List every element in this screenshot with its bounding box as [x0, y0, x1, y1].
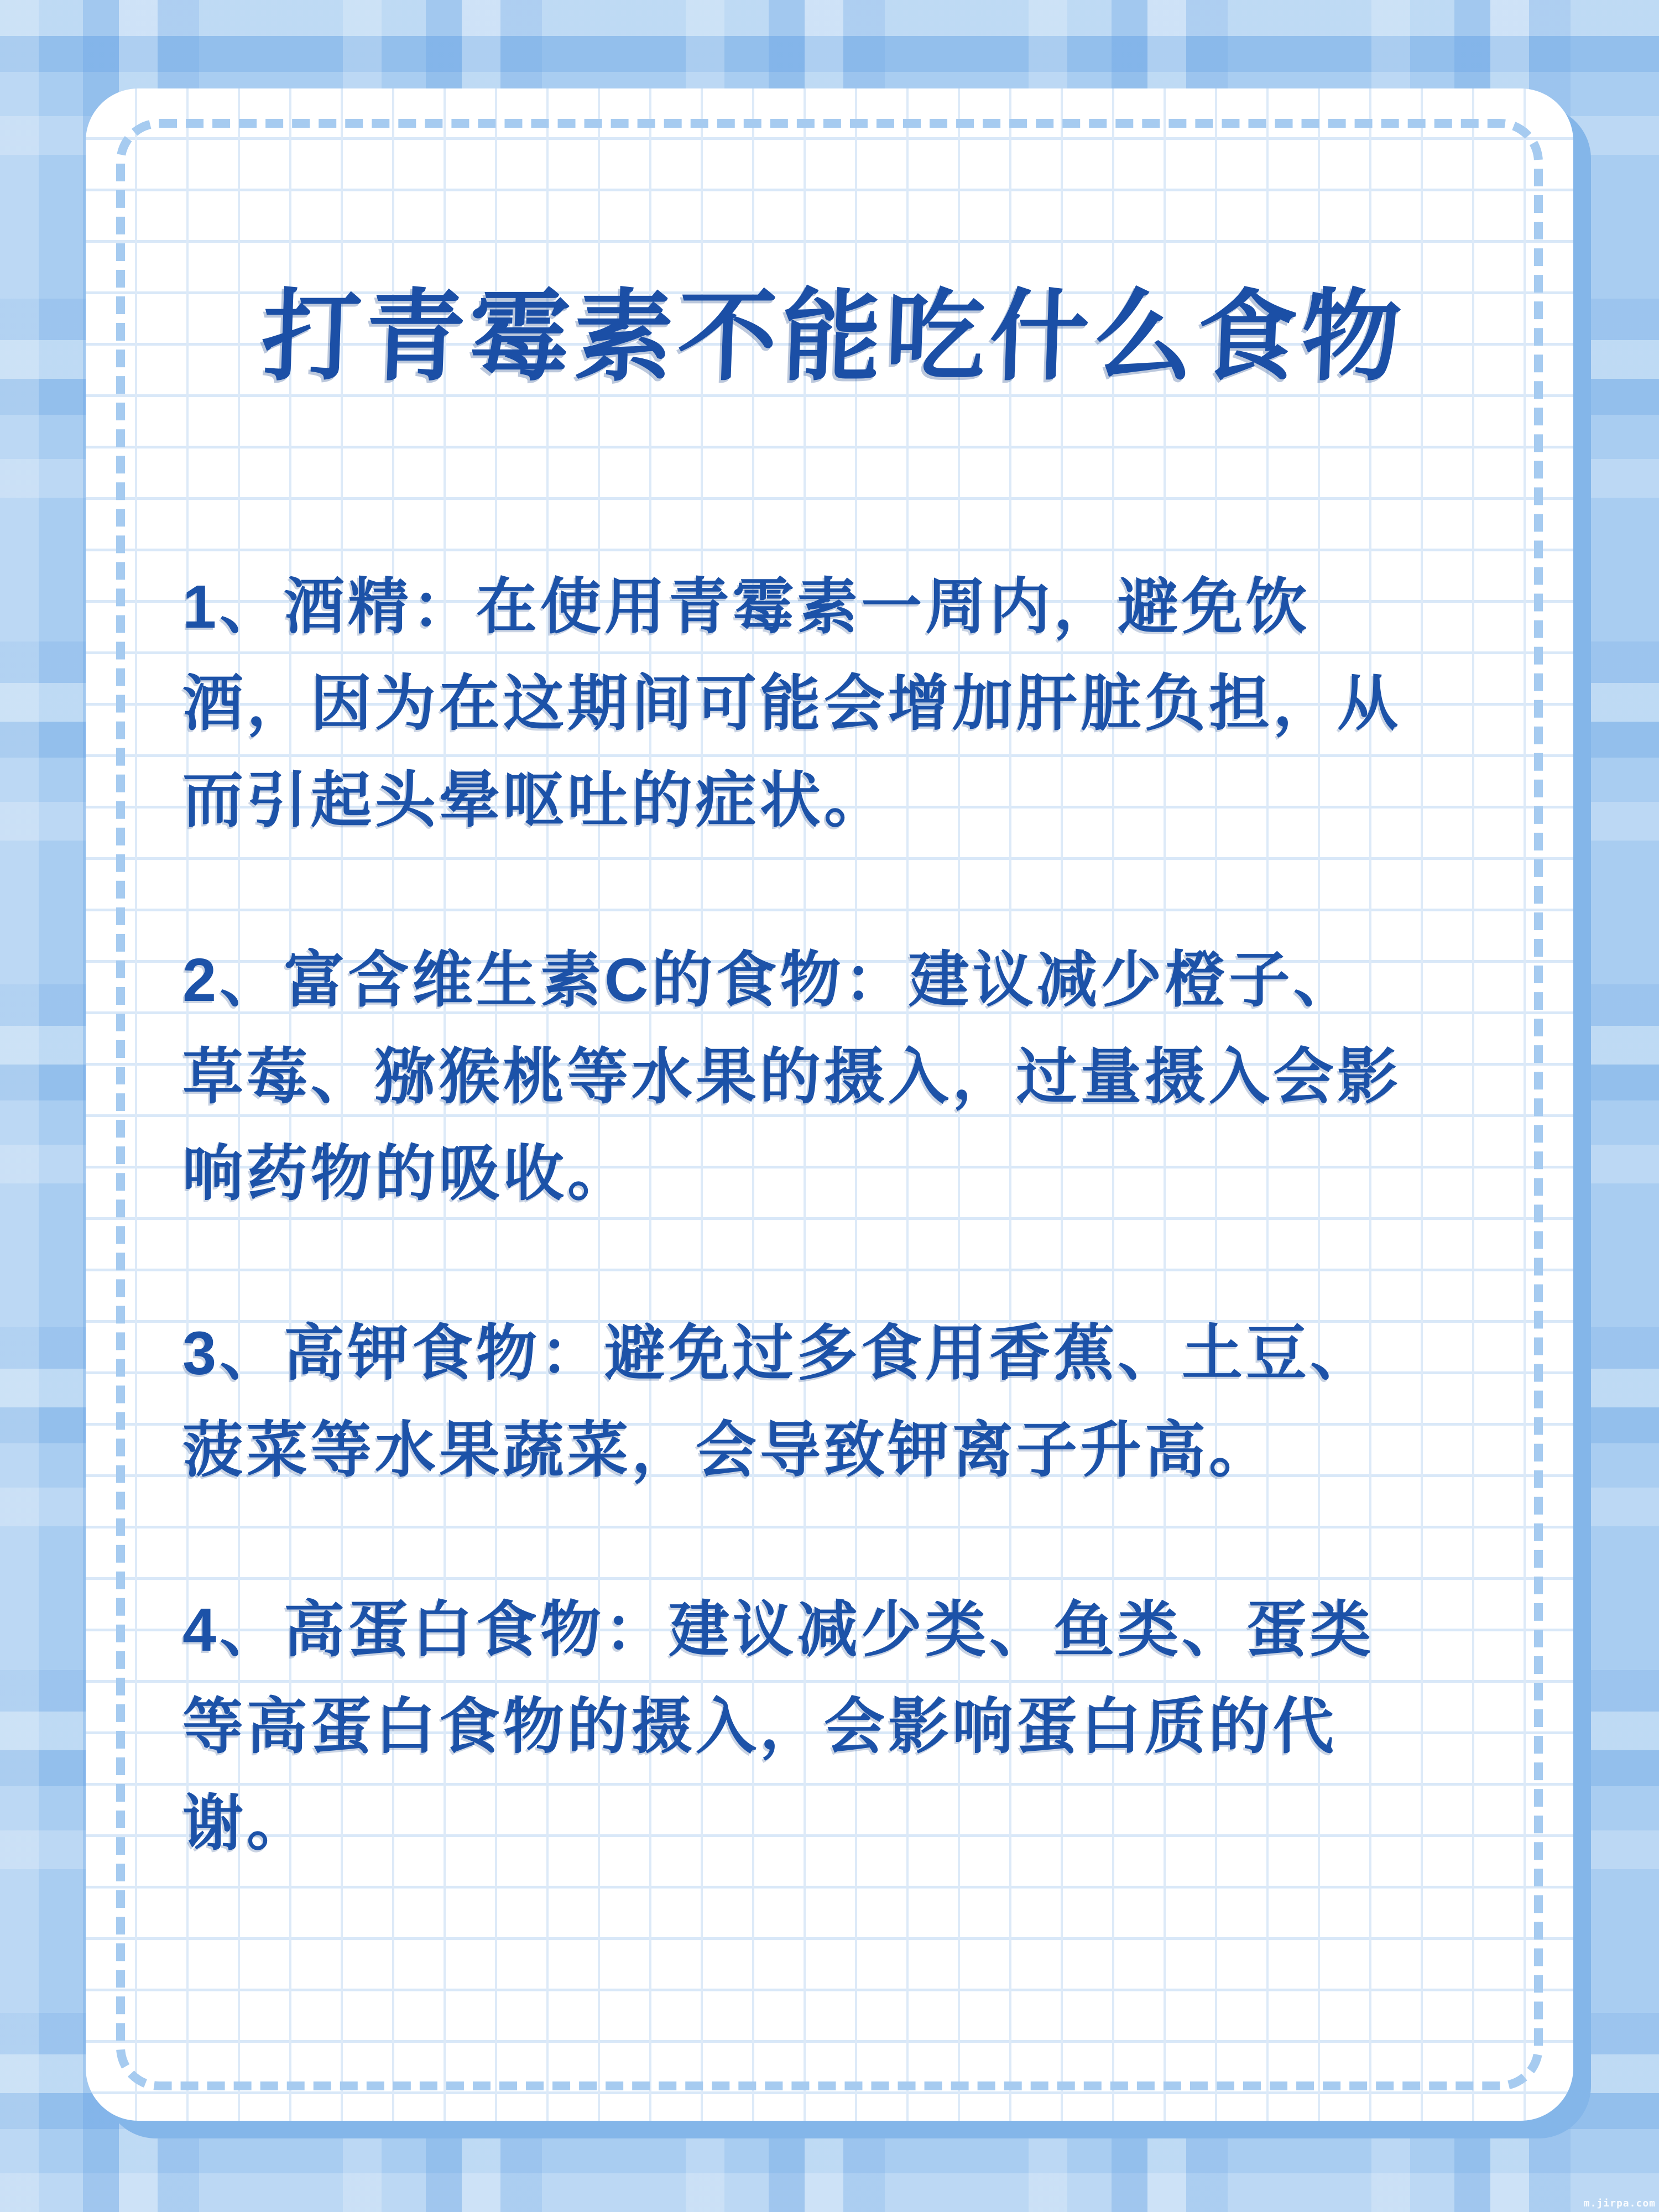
paragraph-high-potassium [182, 1305, 1485, 1499]
paragraph-high-protein [182, 1582, 1485, 1872]
text-line: 而引起头晕呕吐的症状。 [182, 766, 888, 834]
info-card [86, 88, 1573, 2121]
text-line: 2、富含维生素C的食物：建议减少橙子、 [182, 946, 1358, 1014]
text-line: 酒，因为在这期间可能会增加肝脏负担，从 [182, 670, 1401, 738]
text-line: 响药物的吸收。 [182, 1140, 632, 1208]
text-line: 谢。 [182, 1790, 311, 1858]
paragraph-vitamin-c [182, 932, 1485, 1222]
text-line: 1、酒精：在使用青霉素一周内，避免饮 [182, 573, 1311, 641]
text-line: 等高蛋白食物的摄入，会影响蛋白质的代 [182, 1693, 1337, 1761]
paragraph-alcohol [182, 559, 1485, 849]
text-line: 4、高蛋白食物：建议减少类、鱼类、蛋类 [182, 1596, 1375, 1664]
text-line: 草莓、猕猴桃等水果的摄入，过量摄入会影 [182, 1043, 1401, 1111]
page-title: 打青霉素不能吃什么食物 [259, 281, 1408, 393]
text-line: 菠菜等水果蔬菜，会导致钾离子升高。 [182, 1416, 1273, 1484]
watermark: m.jirpa.com [1583, 2198, 1656, 2209]
text-line: 3、高钾食物：避免过多食用香蕉、土豆、 [182, 1319, 1375, 1387]
card-content [86, 88, 1573, 2121]
